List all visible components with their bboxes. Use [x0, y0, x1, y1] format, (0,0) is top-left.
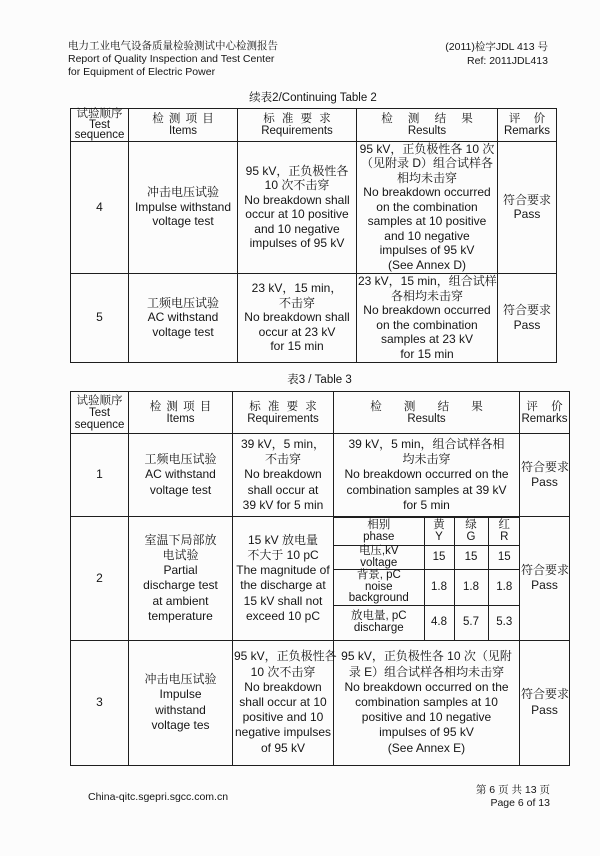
test-table-3 [70, 391, 570, 766]
header-results-cell [334, 392, 520, 434]
test-row [71, 141, 557, 273]
measurement-value: 5.7 [463, 616, 479, 629]
phase-name-text: 红 [498, 518, 510, 531]
header-sequence-text: sequence [74, 129, 125, 141]
results-cell [357, 141, 498, 273]
measurement-value: 1.8 [463, 580, 479, 593]
requirement-text: exceed 10 pC [245, 608, 321, 623]
measurement-label-text: noise [365, 580, 393, 593]
remark-text: 符合要求 [502, 192, 551, 207]
requirement-text: 95 kV，正负极性各 [234, 649, 337, 664]
header-requirements-text: 标 准 要 求 [263, 112, 331, 125]
page-number-zh: 第 6 页 共 13 页 [475, 784, 550, 796]
org-title-zh: 电力工业电气设备质量检验测试中心检测报告 [68, 40, 278, 52]
result-text: （见附录 D）组合试样各 [360, 156, 493, 171]
measurement-label-cell [334, 546, 424, 570]
requirements-cell [238, 141, 357, 273]
page-number-en: Page 6 of 13 [490, 797, 550, 809]
remarks-cell [498, 141, 557, 273]
requirement-text: 15 kV 放电量 [247, 532, 319, 547]
result-text: No breakdown occurred on the [344, 467, 509, 482]
item-text: 工频电压试验 [146, 295, 219, 310]
result-text: 95 kV，正负极性各 10 次 [359, 141, 495, 156]
item-text: 工频电压试验 [144, 452, 217, 467]
measurement-value-cell [424, 606, 454, 640]
sequence-cell [71, 273, 129, 362]
header-requirements-text: Requirements [261, 124, 333, 137]
results-cell [334, 517, 520, 641]
table-header [71, 392, 570, 434]
sequence-number: 2 [96, 570, 103, 585]
result-text: and 10 negative [384, 228, 470, 243]
test-table-2 [70, 108, 557, 363]
phase-header-cell [424, 518, 454, 546]
table-3-caption: 表3 / Table 3 [287, 374, 352, 386]
header-results-cell [357, 109, 498, 142]
result-text: on the combination [376, 317, 478, 332]
requirement-text: for 15 min [270, 339, 324, 354]
remarks-cell [498, 273, 557, 362]
remark-text: 符合要求 [502, 303, 551, 317]
remarks-cell [520, 640, 570, 765]
header-items-text: Items [168, 124, 198, 137]
header-items-cell [129, 392, 233, 434]
remark-text: 符合要求 [521, 459, 570, 474]
phase-name-text: R [500, 530, 509, 543]
result-text: impulses of 95 kV [379, 725, 474, 740]
requirement-text: 15 kV shall not [243, 593, 323, 608]
remark-text: Pass [531, 578, 558, 593]
report-org-header [68, 40, 278, 79]
requirements-cell [238, 273, 357, 362]
measurement-label-text: 放电量, pC [350, 610, 407, 623]
measurement-value: 5.3 [496, 616, 513, 629]
requirement-text: 不击穿 [278, 295, 315, 310]
requirement-text: shall occur at [247, 482, 319, 497]
header-sequence-text: Test [88, 406, 111, 419]
result-text: for 5 min [403, 497, 450, 512]
sequence-cell [71, 640, 129, 765]
sequence-number: 1 [96, 467, 103, 482]
result-text: samples at 10 positive [367, 214, 487, 229]
measurement-label-text: 电压,kV [358, 545, 399, 557]
header-results-text: 检 测 结 果 [370, 400, 483, 413]
requirement-text: negative impulses [234, 725, 332, 740]
requirement-text: 不大于 10 pC [247, 547, 319, 562]
header-requirements-cell [233, 392, 334, 434]
result-text: No breakdown occurred on the [344, 679, 509, 694]
item-text: discharge test [143, 578, 218, 593]
header-sequence-cell [71, 392, 129, 434]
result-text: 相均未击穿 [396, 170, 457, 185]
phase-name-text: G [466, 530, 476, 543]
item-text: voltage test [149, 482, 212, 497]
remark-text: 符合要求 [521, 563, 570, 578]
header-remarks-text: 评 价 [508, 112, 546, 125]
item-text: 室温下局部放 [144, 532, 217, 547]
phase-header-cell [454, 518, 488, 546]
requirement-text: occur at 23 kV [258, 324, 336, 339]
header-sequence-text: sequence [74, 418, 125, 431]
result-text: (See Annex E) [387, 740, 466, 755]
test-row [71, 517, 570, 641]
header-sequence-text: 试验顺序 [76, 108, 123, 120]
report-ref-en: Ref: 2011JDL413 [467, 55, 548, 67]
result-text: 39 kV，5 min，组合试样各相 [348, 436, 505, 451]
header-items-text: 检 测 项 目 [152, 112, 214, 125]
item-text: 冲击电压试验 [146, 185, 219, 200]
result-text: 23 kV，15 min，组合试样 [358, 274, 497, 288]
remark-text: Pass [513, 207, 541, 221]
item-text: AC withstand [145, 467, 216, 482]
requirement-text: the discharge at [240, 578, 326, 593]
result-text: on the combination [376, 199, 478, 214]
result-text: No breakdown occurred [363, 185, 491, 200]
footer-page-number [476, 784, 550, 810]
requirement-text: 95 kV，正负极性各 [245, 163, 349, 178]
item-text: AC withstand [147, 310, 219, 325]
item-text: at ambient [152, 593, 209, 608]
measurement-value: 1.8 [496, 580, 513, 593]
measurement-value-cell [454, 546, 488, 570]
test-row [71, 273, 557, 362]
remark-text: Pass [513, 317, 541, 332]
requirement-text: No breakdown shall [244, 310, 350, 325]
report-number-zh: (2011)检字JDL 413 号 [445, 41, 548, 53]
measurement-value: 4.8 [431, 616, 447, 629]
items-cell [129, 434, 233, 517]
result-text: combination samples at 10 [355, 695, 498, 710]
sub-data-row [334, 546, 520, 570]
measurement-value: 15 [497, 550, 511, 563]
header-remarks-text: 评 价 [526, 400, 563, 413]
item-text: 冲击电压试验 [144, 672, 217, 687]
requirement-text: 10 次不击穿 [250, 664, 316, 679]
phase-name-text: 绿 [465, 518, 477, 531]
measurement-value-cell [454, 606, 488, 640]
table-body [71, 434, 570, 766]
footer-website: China-qitc.sgepri.sgcc.com.cn [88, 791, 229, 803]
phase-label-cell [334, 518, 424, 546]
remarks-cell [520, 517, 570, 641]
measurement-value-cell [424, 570, 454, 606]
measurement-label-cell [334, 606, 424, 640]
item-text: voltage test [152, 214, 214, 229]
result-text: 各相均未击穿 [390, 288, 463, 303]
measurement-value-cell [424, 546, 454, 570]
items-cell [129, 273, 238, 362]
measurement-value: 1.8 [431, 580, 447, 593]
requirement-text: No breakdown shall [244, 192, 350, 207]
requirement-text: occur at 10 positive [245, 207, 349, 221]
items-cell [129, 517, 233, 641]
result-text: 95 kV，正负极性各 10 次（见附 [341, 649, 512, 664]
header-row [71, 392, 570, 434]
item-text: Impulse withstand [134, 199, 232, 214]
sequence-number: 4 [96, 199, 103, 214]
item-text: voltage test [152, 324, 214, 339]
measurement-value-cell [488, 606, 520, 640]
table-body [71, 141, 557, 362]
requirement-text: 39 kV for 5 min [242, 497, 324, 512]
sequence-number: 5 [96, 310, 103, 325]
sub-data-row [334, 570, 520, 606]
item-text: voltage tes [151, 717, 210, 732]
measurement-value-cell [488, 570, 520, 606]
table-header [71, 109, 557, 142]
test-row [71, 434, 570, 517]
measurement-value-cell [488, 546, 520, 570]
org-title-en-line1: Report of Quality Inspection and Test Center [68, 53, 275, 65]
header-remarks-cell [498, 109, 557, 142]
requirement-text: No breakdown [244, 467, 322, 482]
result-text: positive and 10 negative [361, 710, 492, 725]
sub-data-row [334, 606, 520, 640]
report-reference [445, 40, 548, 68]
requirement-text: 39 kV，5 min， [240, 436, 326, 451]
results-cell [334, 640, 520, 765]
items-cell [129, 141, 238, 273]
header-items-text: 检 测 项 目 [149, 400, 212, 413]
measurement-label-text: 背景, pC [356, 569, 401, 582]
measurement-value: 15 [464, 550, 478, 563]
header-remarks-cell [520, 392, 570, 434]
item-text: 电试验 [162, 547, 199, 562]
results-cell [334, 434, 520, 517]
requirement-text: positive and 10 [242, 710, 324, 725]
header-sequence-cell [71, 109, 129, 142]
header-row [71, 109, 557, 142]
header-sequence-text: Test [88, 118, 111, 131]
phase-name-text: Y [435, 530, 443, 543]
sequence-cell [71, 434, 129, 517]
item-text: Impulse [159, 687, 202, 702]
remark-text: 符合要求 [521, 687, 570, 702]
requirement-text: The magnitude of [236, 563, 330, 578]
requirements-cell [233, 434, 334, 517]
item-text: withstand [155, 702, 206, 717]
item-text: Partial [163, 563, 198, 578]
requirement-text: and 10 negative [254, 221, 340, 236]
measurement-label-text: background [348, 592, 409, 605]
requirement-text: 10 次不击穿 [264, 178, 330, 192]
measurement-value: 15 [432, 550, 446, 563]
header-remarks-text: Remarks [521, 412, 568, 425]
requirement-text: impulses of 95 kV [249, 236, 345, 250]
requirements-cell [233, 517, 334, 641]
header-results-text: Results [407, 412, 446, 425]
remark-text: Pass [531, 702, 558, 717]
test-row [71, 640, 570, 765]
result-text: 均未击穿 [402, 452, 451, 467]
result-text: samples at 23 kV [380, 332, 474, 346]
result-text: No breakdown occurred [363, 303, 491, 317]
phase-label-text: 相别 [367, 518, 391, 531]
result-text: impulses of 95 kV [379, 243, 475, 258]
partial-discharge-results-table [334, 517, 520, 640]
result-text: for 15 min [400, 346, 454, 361]
header-items-text: Items [166, 412, 195, 425]
requirement-text: shall occur at 10 [239, 695, 327, 710]
results-cell [357, 273, 498, 362]
org-title-en-line2: for Equipment of Electric Power [68, 66, 216, 78]
sequence-number: 3 [96, 695, 103, 710]
result-text: 录 E）组合试样各相均未击穿 [348, 664, 505, 679]
phase-header-cell [488, 518, 520, 546]
header-items-cell [129, 109, 238, 142]
header-results-text: 检 测 结 果 [381, 112, 473, 125]
phase-label-text: phase [363, 530, 395, 543]
items-cell [129, 640, 233, 765]
result-text: combination samples at 39 kV [346, 482, 507, 497]
remark-text: Pass [531, 475, 558, 489]
header-requirements-text: 标 准 要 求 [249, 400, 317, 413]
result-text: (See Annex D) [387, 257, 467, 272]
measurement-label-text: voltage [360, 556, 398, 569]
item-text: temperature [148, 608, 213, 623]
header-requirements-cell [238, 109, 357, 142]
measurement-value-cell [454, 570, 488, 606]
requirement-text: No breakdown [244, 679, 322, 694]
remarks-cell [520, 434, 570, 517]
requirements-cell [233, 640, 337, 765]
header-sequence-text: 试验顺序 [76, 394, 123, 407]
measurement-label-text: discharge [353, 621, 404, 634]
sequence-cell [71, 141, 129, 273]
table-2-caption: 续表2/Continuing Table 2 [249, 92, 377, 104]
header-results-text: Results [407, 124, 447, 137]
measurement-label-cell [334, 570, 424, 606]
sequence-cell [71, 517, 129, 641]
phase-name-text: 黄 [433, 518, 445, 531]
header-requirements-text: Requirements [247, 412, 319, 425]
requirement-text: 不击穿 [264, 452, 301, 467]
sub-header-row [334, 518, 520, 546]
requirement-text: 23 kV，15 min， [251, 281, 343, 296]
requirement-text: of 95 kV [260, 740, 306, 755]
header-remarks-text: Remarks [503, 124, 550, 137]
